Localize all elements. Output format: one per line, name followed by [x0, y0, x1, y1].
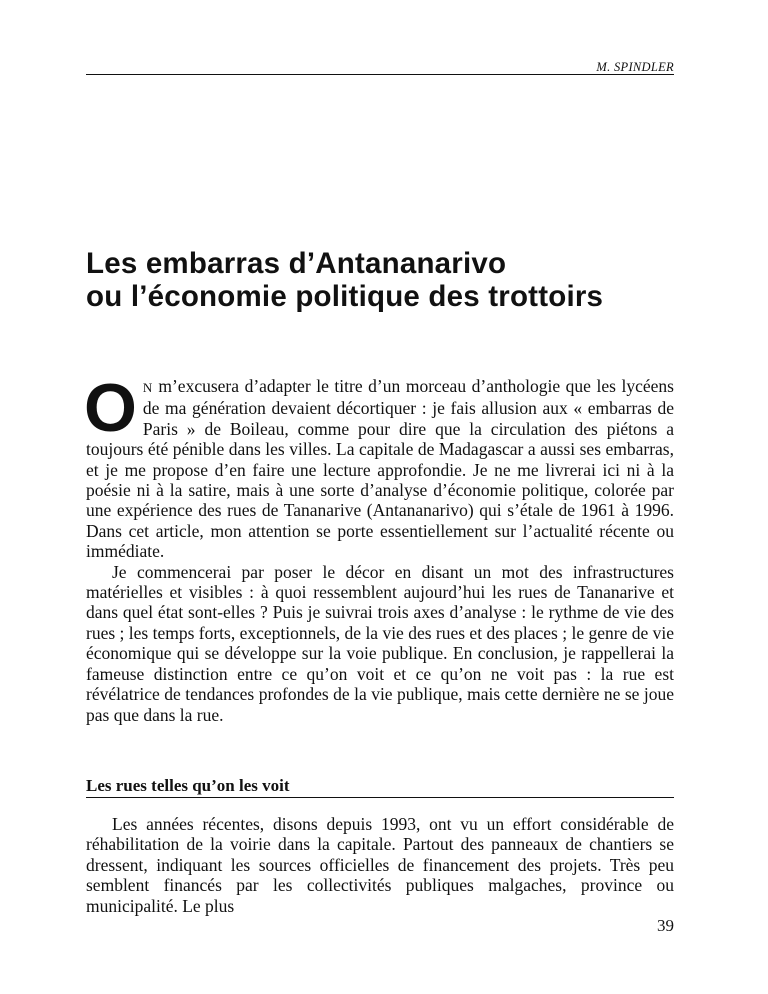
section-paragraph: Les années récentes, disons depuis 1993, ont vu un effort considérable de réhabilitation de la voirie dans la capitale. Partout des panneaux de chantiers se dressent, indiquant les sources officielles de financement des projets. Très peu semblent financés par les collectivités publiques malgaches, province ou municipalité. Le plus — [86, 814, 674, 916]
intro-paragraph-2: Je commencerai par poser le décor en disant un mot des infrastructures matérielles et visibles : à quoi ressemblent aujourd’hui les rues de Tananarive et dans quel état sont-elles ? Puis je suivrai trois axes d’analyse : le rythme de vie des rues ; les temps forts, exceptionnels, de la vie des rues et des places ; le genre de vie économique qui se développe sur la voie publique. En conclusion, je rappellerai la fameuse distinction entre ce qu’on voit et ce qu’on ne voit pas : la rue est révélatrice de tendances profondes de la vie publique, mais cette dernière ne se joue pas que dans la rue. — [86, 561, 674, 725]
running-head: M. SPINDLER — [596, 60, 674, 74]
drop-cap: O — [84, 370, 137, 446]
article-title — [86, 247, 686, 313]
title-line-2: ou l’économie politique des trottoirs — [86, 280, 604, 313]
intro-section — [84, 370, 674, 725]
header-rule — [86, 74, 674, 75]
title-line-1: Les embarras d’Antananarivo — [86, 247, 507, 280]
page-number: 39 — [657, 916, 674, 935]
intro-paragraph-1 — [84, 370, 674, 562]
first-word-rest: N — [142, 380, 153, 395]
section-body — [86, 814, 674, 916]
section-heading: Les rues telles qu’on les voit — [86, 776, 674, 798]
intro-paragraph-1-text: m’excusera d’adapter le titre d’un morceau d’anthologie que les lycéens de ma génération devaient décortiquer : je fais allusion aux « embarras de Paris » de Boileau, comme pour dire que la circulation des piétons a toujours été pénible dans les villes. La capitale de Madagascar a aussi ses embarras, et je me propose d’en faire une lecture approfondie. Je ne me livrerai ici ni à la poésie ni à la satire, mais à une sorte d’analyse d’économie politique, colorée par une expérience des rues de Tananarive (Antananarivo) qui s’étale de 1961 à 1996. Dans cet article, mon attention se porte essentiellement sur l’actualité récente ou immédiate. — [86, 376, 674, 562]
